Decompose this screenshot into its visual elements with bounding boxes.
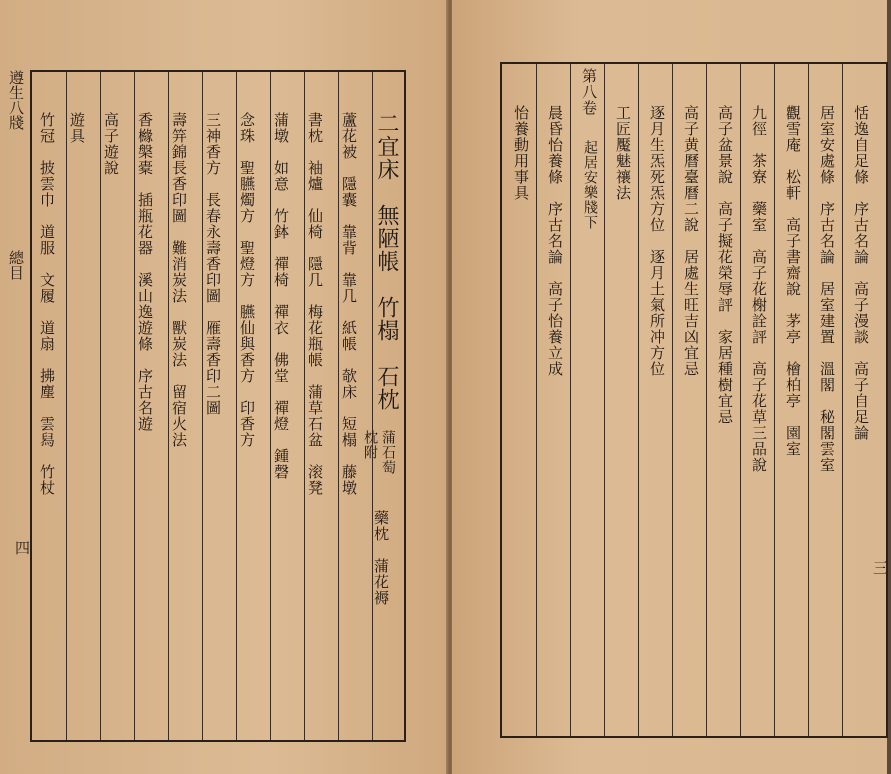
column-rule bbox=[706, 64, 707, 736]
column-rule bbox=[774, 64, 775, 736]
text-column-5: 念珠 聖臙燭方 聖燈方 臙仙與香方 印香方 bbox=[238, 112, 256, 448]
text-column-7: 逐月生炁死炁方位 逐月土氣所冲方位 bbox=[648, 105, 666, 377]
text-column-3: 書枕 袖爐 仙椅 隱几 梅花瓶帳 蒲草石盆 滚凳 bbox=[306, 112, 324, 496]
text-column-2: 居室安處條 序古名論 居室建置 溫閣 秘閣雲室 bbox=[818, 105, 836, 473]
column-rule bbox=[338, 72, 339, 740]
column-rule bbox=[270, 72, 271, 740]
text-note: 蒲石萄 bbox=[380, 430, 396, 475]
column-rule bbox=[808, 64, 809, 736]
margin-page-number: 四 bbox=[13, 540, 31, 555]
text-column-2: 蘆花被 隱囊 靠背 靠几 紙帳 欹床 短榻 藤墩 bbox=[340, 112, 358, 496]
column-rule bbox=[304, 72, 305, 740]
column-rule bbox=[672, 64, 673, 736]
text-column-9: 晨昏怡養條 序古名論 高子怡養立成 bbox=[546, 105, 564, 377]
volume-heading: 第八卷 bbox=[580, 68, 598, 116]
column-rule bbox=[134, 72, 135, 740]
text-column-1-tail: 藥枕 蒲花褥 bbox=[372, 510, 390, 606]
text-column-3: 觀雪庵 松軒 高子書齋說 茅亭 檜柏亭 園室 bbox=[784, 105, 802, 457]
column-rule bbox=[168, 72, 169, 740]
text-column-7: 壽笄錦長香印圖 難消炭法 獸炭法 留宿火法 bbox=[170, 112, 188, 448]
text-column-9: 高子遊說 bbox=[102, 112, 120, 176]
text-column-10: 怡養動用事具 bbox=[512, 105, 530, 201]
text-column-6: 三神香方 長春永壽香印圖 雁壽香印二圖 bbox=[204, 112, 222, 416]
column-rule bbox=[66, 72, 67, 740]
column-rule bbox=[740, 64, 741, 736]
text-column-8: 工匠魘魅禳法 bbox=[614, 105, 632, 201]
column-rule bbox=[604, 64, 605, 736]
text-column-5: 高子盆景說 高子擬花榮辱評 家居種樹宜忌 bbox=[716, 105, 734, 425]
text-column-1: 恬逸自足條 序古名論 高子漫談 高子自足論 bbox=[852, 105, 870, 441]
right-page bbox=[452, 0, 887, 774]
text-column-4: 九徑 茶寮 藥室 高子花榭詮評 高子花草三品說 bbox=[750, 105, 768, 473]
column-rule bbox=[202, 72, 203, 740]
text-column-10: 遊具 bbox=[68, 112, 86, 144]
text-column-6: 高子黄曆臺曆二說 居處生旺吉凶宜忌 bbox=[682, 105, 700, 377]
text-column-8: 香櫞槃橐 插瓶花器 溪山逸遊條 序古名遊 bbox=[136, 112, 154, 432]
text-column-1: 二宜床 無陋帳 竹榻 石枕 bbox=[374, 112, 399, 411]
text-column-4: 蒲墩 如意 竹鉢 禪椅 禪衣 佛堂 禪燈 鍾磬 bbox=[272, 112, 290, 480]
column-rule bbox=[236, 72, 237, 740]
volume-note: 起居安樂牋下 bbox=[582, 140, 598, 230]
column-rule bbox=[570, 64, 571, 736]
margin-title: 遵生八牋 bbox=[7, 70, 25, 130]
text-column-11: 竹冠 披雲巾 道服 文履 道扇 拂塵 雲舄 竹杖 bbox=[38, 112, 56, 496]
column-rule bbox=[100, 72, 101, 740]
text-note: 枕附 bbox=[362, 430, 378, 460]
column-rule bbox=[638, 64, 639, 736]
column-rule bbox=[536, 64, 537, 736]
margin-page-number: 三 bbox=[871, 560, 889, 575]
margin-section: 總目 bbox=[7, 250, 25, 280]
column-rule bbox=[842, 64, 843, 736]
